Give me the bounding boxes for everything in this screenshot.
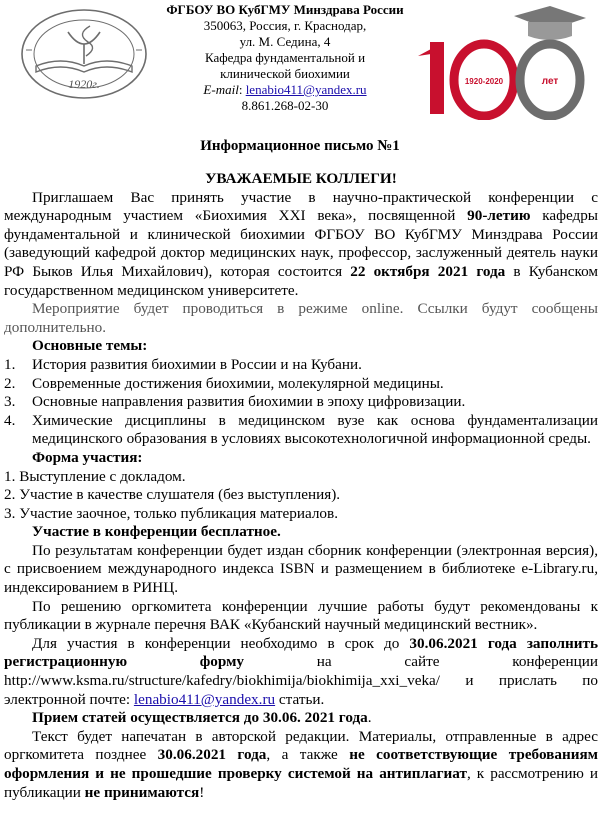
free-participation-note: Участие в конференции бесплатное. bbox=[32, 523, 281, 541]
topics-heading: Основные темы: bbox=[32, 337, 148, 355]
anniversary-100-logo bbox=[410, 2, 596, 120]
address-line-1: 350063, Россия, г. Краснодар, bbox=[203, 18, 367, 33]
seal-year: 1920г. bbox=[68, 77, 100, 91]
email-link[interactable]: lenabio411@yandex.ru bbox=[245, 82, 367, 97]
email-link[interactable]: lenabio411@yandex.ru bbox=[133, 690, 276, 708]
participation-item: 1. Выступление с докладом. bbox=[4, 467, 186, 485]
recommendation-paragraph: По решению оргкомитета конференции лучшие работы будут рекомендованы к публикации в журнале перечня ВАК «Кубанский научный медицинский вестник». bbox=[4, 597, 598, 634]
letter-body bbox=[4, 170, 598, 802]
topic-item: 3. Основные направления развития биохимии в эпоху цифровизации. bbox=[4, 393, 466, 411]
topic-item: 4. Химические дисциплины в медицинском вузе как основа фундаментализации медицинского образования в условиях высокотехнологичной информационной среды. bbox=[4, 411, 598, 448]
final-paragraph: Текст будет напечатан в авторской редакции. Материалы, отправленные в адрес оргкомитета позднее 30.06.2021 года, а также не соответствующие требованиям оформления и не прошедшие проверку системой на антиплагиат, к рассмотрению и публикации не принимаются! bbox=[4, 727, 599, 801]
department-line-1: Кафедра фундаментальной и bbox=[204, 50, 366, 65]
participation-item: 2. Участие в качестве слушателя (без выступления). bbox=[4, 486, 341, 504]
address-line-2: ул. М. Седина, 4 bbox=[239, 34, 331, 49]
letter-title: Информационное письмо №1 bbox=[200, 138, 400, 154]
email-label: E-mail bbox=[203, 82, 239, 97]
intro-paragraph: Приглашаем Вас принять участие в научно-практической конференции с международным участием «Биохимия XXI века», посвященной 90-летию кафедры фундаментальной и клинической биохимии ФГБОУ ВО КубГМУ Минздрава России (заведующий кафедрой доктор медицинских наук, профессор, заслуженный деятель науки РФ Быков Илья Михайлович), которая состоится 22 октября 2021 года в Кубанском государственном медицинском университете. bbox=[4, 188, 599, 299]
organization-name: ФГБОУ ВО КубГМУ Минздрава России bbox=[166, 2, 404, 17]
participation-heading: Форма участия: bbox=[32, 448, 143, 466]
department-line-2: клинической биохимии bbox=[220, 66, 350, 81]
topic-item: 1. История развития биохимии в России и на Кубани. bbox=[4, 355, 362, 373]
sender-address-block bbox=[160, 2, 410, 114]
topics-list bbox=[4, 356, 598, 449]
phone-number: 8.861.268-02-30 bbox=[241, 98, 329, 113]
online-note: Мероприятие будет проводиться в режиме online. Ссылки будут сообщены дополнительно. bbox=[4, 300, 598, 336]
participation-item: 3. Участие заочное, только публикация материалов. bbox=[4, 504, 338, 522]
university-seal-logo bbox=[6, 4, 156, 104]
deadline-line: Прием статей осуществляется до 30.06. 2021 года. bbox=[32, 709, 372, 727]
years-range-text: 1920-2020 bbox=[464, 77, 504, 86]
topic-item: 2. Современные достижения биохимии, молекулярной медицины. bbox=[4, 374, 444, 392]
greeting: УВАЖАЕМЫЕ КОЛЛЕГИ! bbox=[205, 170, 397, 187]
registration-paragraph: Для участия в конференции необходимо в срок до 30.06.2021 года заполнить регистрационную форму на сайте конференции http://www.ksma.ru/structure/kafedry/biokhimija/biokhimija_xxi_veka/ и прислать по электронной почте: lenabio411@yandex.ru статьи. bbox=[4, 634, 598, 708]
proceedings-paragraph: По результатам конференции будет издан сборник конференции (электронная версия), с присвоением международного индекса ISBN и размещением в библиотеке e-Library.ru, индексированием в РИНЦ. bbox=[4, 541, 598, 597]
email-line: E-mail: lenabio411@yandex.ru bbox=[203, 82, 367, 97]
years-suffix-text: лет bbox=[541, 76, 559, 87]
